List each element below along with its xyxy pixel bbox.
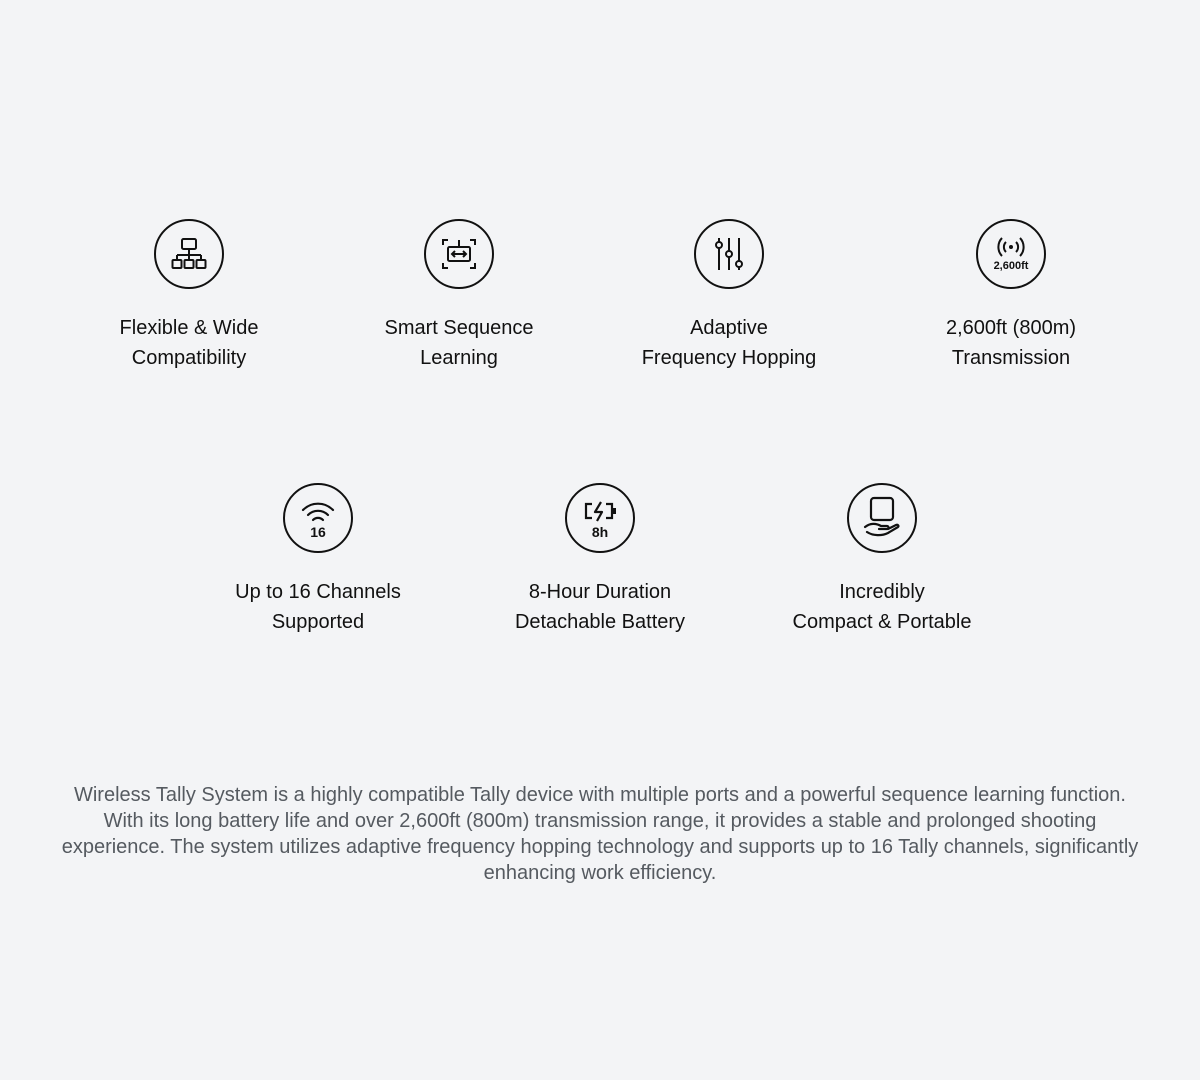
- feature-transmission: [881, 219, 1141, 373]
- feature-label: 8-Hour Duration Detachable Battery: [514, 581, 686, 633]
- network-icon: [154, 219, 224, 289]
- sequence-learning-icon: [424, 219, 494, 289]
- feature-portable: [752, 483, 1012, 637]
- feature-label: Incredibly Compact & Portable: [792, 581, 972, 633]
- broadcast-icon: [976, 219, 1046, 289]
- range-badge: 2,600ft: [993, 260, 1029, 272]
- feature-battery: [470, 483, 730, 637]
- battery-icon: [565, 483, 635, 553]
- feature-label: 2,600ft (800m) Transmission: [945, 317, 1077, 369]
- feature-frequency-hopping: [599, 219, 859, 373]
- wifi-icon: [283, 483, 353, 553]
- channels-badge: 16: [310, 524, 326, 540]
- sliders-icon: [694, 219, 764, 289]
- feature-label: Up to 16 Channels Supported: [235, 581, 401, 633]
- feature-label: Adaptive Frequency Hopping: [641, 317, 817, 369]
- feature-label: Smart Sequence Learning: [384, 317, 534, 369]
- duration-badge: 8h: [591, 524, 609, 540]
- feature-channels: [188, 483, 448, 637]
- feature-sequence-learning: [329, 219, 589, 373]
- feature-label: Flexible & Wide Compatibility: [119, 317, 259, 369]
- feature-compatibility: [59, 219, 319, 373]
- hand-device-icon: [847, 483, 917, 553]
- product-description: Wireless Tally System is a highly compatible Tally device with multiple ports and a powerful sequence learning function. With its long battery life and over 2,600ft (800m) transmission range, it provides a stable and prolonged shooting experience. The system utilizes adaptive frequency hopping technology and supports up to 16 Tally channels, significantly enhancing work efficiency.: [61, 784, 1139, 884]
